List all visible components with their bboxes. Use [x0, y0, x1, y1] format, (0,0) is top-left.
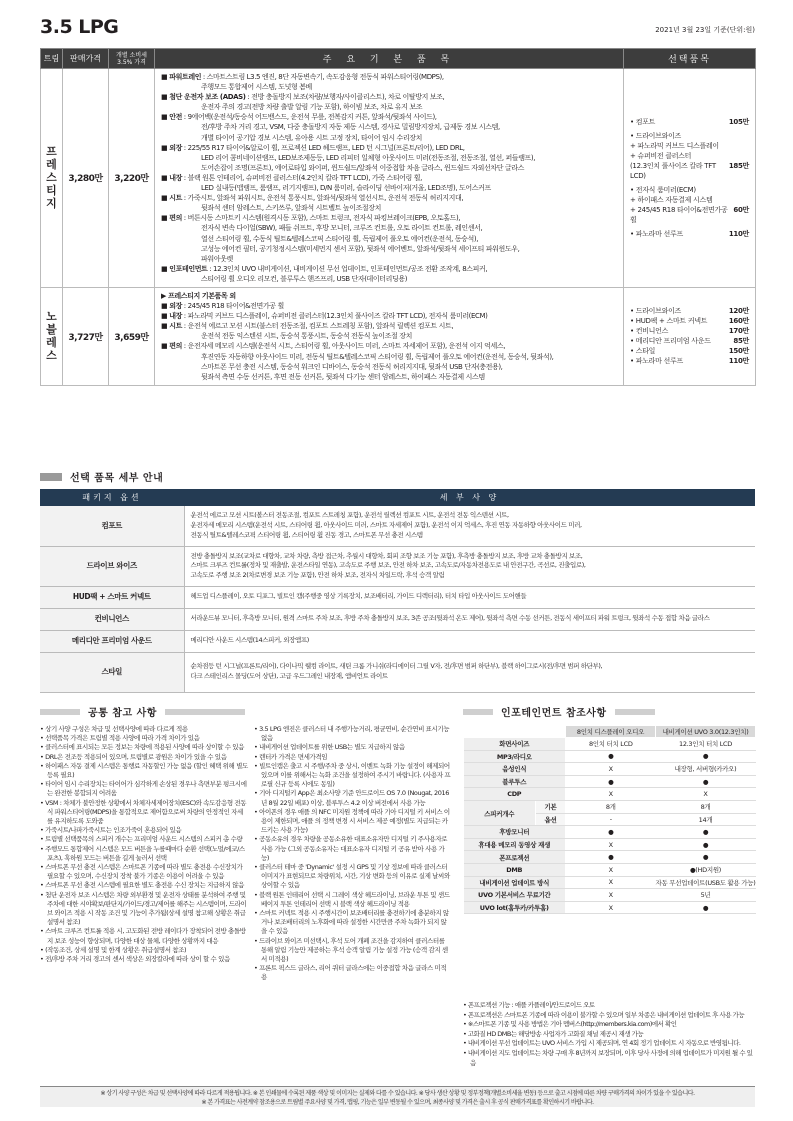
detail-row [40, 506, 755, 546]
spec-line [161, 102, 619, 112]
info-navi-value: 5년 [656, 889, 756, 902]
note-item: • 스마트 커넥트 적용 시 주행시간이 보조배터리를 충전하기에 충분하지 않거나 보조배터리의 노후화에 따라 설정한 시간만큼 주차 녹화가 되지 않을 수 있음 [254, 909, 452, 937]
note-item: • 가죽시트/나파가죽시트는 인조가죽이 혼용되어 있음 [40, 826, 248, 835]
note-item: • 빌트인캠은 출고 시 주행/주차 중 상시, 이벤트 녹화 기능 설정이 해제되어 있으며 이를 위해서는 녹화 조건을 설정하여 주시기 바랍니다. (사용자 프로필 신규 등록 시에도 동일) [254, 762, 452, 790]
detail-row [40, 608, 755, 630]
spec-line [161, 311, 619, 321]
note-item: • 드라이브 와이즈 미선택시, 후석 도어 개폐 조건을 감지하여 클러스터를 통해 알림 기능만 제공하는 후석 승객 알림 기능 설정 가능 (승객 감지 센서 미적용) [254, 937, 452, 965]
info-row [464, 738, 756, 751]
footer-notes [40, 1086, 755, 1107]
option-name: • 전자식 룸미러(ECM) [630, 185, 696, 194]
detail-row [40, 586, 755, 608]
option-item [630, 185, 749, 195]
common-notes-col1 [40, 725, 248, 964]
spec-label: ■ 외장 [161, 302, 182, 311]
spec-line [161, 274, 619, 284]
spec-text: 운전자 주의 경고(전방 차량 출발 알림 기능 포함), 하이빔 보조, 차로 유지 보조 [201, 103, 423, 112]
header-trim: 트림 [41, 49, 63, 69]
spec-line [161, 133, 619, 143]
package-detail: 헤드업 디스플레이, 오토 디포그, 빌트인 캠(주행중 영상 기록장치, 보조배터리, 가이드 디렉터리), 터치 타입 아웃사이드 도어핸들 [184, 586, 755, 608]
info-label: DMB [464, 863, 566, 876]
info-label: 내비게이션 업데이트 방식 [464, 876, 566, 889]
option-price: 160만 [728, 317, 749, 326]
note-item: • 공동소유의 경우 차량을 공동소유한 대표소유자만 디지털 키 주사용자로 사용 가능 (그외 공동소유자는 대표소유자 디지털 키 공유 받아 사용 가능) [254, 835, 452, 863]
trim-name: 노 블 레 스 [41, 287, 63, 385]
info-row [464, 889, 756, 902]
info-audio-value: X [566, 788, 656, 801]
spec-text: 개별 타이어 공기압 경보 시스템, 유아용 시트 고정 장치, 타이어 임시 수리장치 [201, 133, 422, 142]
note-item: • 하이패스 자동 결제 시스템은 통행료 자동할인 가능 없음 (할인 혜택 위해 별도 등록 필요) [40, 762, 248, 780]
page-title: 3.5 LPG [40, 16, 119, 38]
spec-line [161, 213, 619, 223]
note-item: • 선택품목 가격은 트림별 적용 사양에 따라 가격 차이가 있음 [40, 734, 248, 743]
spec-line [161, 163, 619, 173]
note-item: • (작동조건, 상세 설명 및 한계 상황은 취급설명서 참조) [40, 946, 248, 955]
common-notes-title-text: 공통 참고 사항 [88, 708, 157, 719]
spec-text: : 블랙 원톤 인테리어, 슈퍼비전 클러스터(4.2인치 칼라 TFT LCD), 가죽 스티어링 휠, [181, 173, 422, 182]
info-audio-value: 8인치 터치 LCD [566, 738, 656, 751]
spec-text: 후진연동 자동하향 아웃사이드 미러, 전동식 틸트&텔레스코픽 스티어링 휠, 독립제어 풀오토 에어컨(운전석, 동승석, 뒷좌석), [201, 352, 554, 361]
info-navi-value: X [656, 788, 756, 801]
option-item [630, 356, 749, 366]
note-item: • 프론트 픽스드 글라스, 리어 쿼터 글라스에는 이중접합 차음 글라스 미적용 [254, 964, 452, 982]
note-item: • 첨단 운전자 보조 시스템은 차량 외부환경 및 운전자 상태를 분석하여 주행 및 주차에 대한 시야확보/판단지/가이드/경고/제어를 해주는 시스템이며, 드라이브 와이즈 적용 시 작동 조건 및 기능이 추가됨(상세 설명 참고해 상황은 취급설명서 참조) [40, 891, 248, 928]
spec-line [161, 291, 619, 301]
info-audio-value: X [566, 863, 656, 876]
spec-text: 운전석 전동 익스텐션 시트, 동승석 통풍시트, 동승석 전동식 높이조절 장치 [201, 332, 412, 341]
spec-line [161, 193, 619, 203]
spec-text: 고성능 에어컨 필터, 공기청정시스템(미세먼지 센서 포함), 뒷좌석 에어벤트, 앞좌석/뒷좌석 세이프티 파워윈도우, [201, 244, 520, 253]
section-bar [165, 709, 245, 715]
info-audio-value: X [566, 889, 656, 902]
note-item: • 스마트 크루즈 컨트롤 적용 시, 고도화된 전방 레이다가 장착되어 전방 충돌방지 보조 성능이 향상되며, 다양한 대상 물체, 다양한 상황까지 대응 [40, 927, 248, 945]
note-item: • 상기 사양 구성은 차급 및 선택사양에 따라 다르게 적용 [40, 725, 248, 734]
option-price: 120만 [728, 307, 749, 316]
header-price: 판매가격 [63, 49, 109, 69]
option-item [630, 151, 749, 161]
info-row [464, 863, 756, 876]
spec-text: : 운전석 에르고 모션 시트(불스터 전동조절, 컴포트 스트레칭 포함), 앞좌석 릴렉션 컴포트 시트, [181, 322, 454, 331]
info-label: 블루투스 [464, 775, 566, 788]
info-note-item: • 폰프로젝션은 스마트폰 기종에 따라 이용이 불가할 수 있으며 일부 차종은 내비게이션 업데이트 후 사용 가능 [463, 1011, 755, 1021]
info-navi-value: 12.3인치 터치 LCD [656, 738, 756, 751]
info-label: UVO 기본서비스 무료기간 [464, 889, 566, 902]
info-navi-value: ● [656, 838, 756, 851]
package-detail: 서라운드뷰 모니터, 후측방 모니터, 원격 스마트 주차 보조, 후방 주차 충돌방지 보조, 3존 공조(뒷좌석 온도 제어), 뒷좌석 측면 수동 선커튼, 전동식 세이프티 파워 트렁크, 뒷좌석 수동 접합 차음 글라스 [184, 608, 755, 630]
note-item: • 3.5 LPG 엔진은 클러스터 내 주행가능거리, 평균연비, 순간연비 표시기능 없음 [254, 725, 452, 743]
option-item [630, 205, 749, 225]
header-package: 패키지 옵션 [40, 489, 184, 506]
common-notes-title [40, 704, 245, 719]
info-label: 화면사이즈 [464, 738, 566, 751]
infotainment-table [463, 725, 756, 914]
info-audio-value: X [566, 838, 656, 851]
info-navi-value: 내장형, 서버형(카카오) [656, 763, 756, 776]
spec-line [161, 143, 619, 153]
info-audio-value: ● [566, 826, 656, 839]
tax-price: 3,220만 [109, 69, 155, 288]
package-name: 컴포트 [40, 506, 184, 546]
option-item [630, 346, 749, 356]
info-audio-value: ● [566, 851, 656, 864]
option-item [630, 131, 749, 141]
info-row [464, 750, 756, 763]
info-row [464, 775, 756, 788]
spec-label: ■ 편의 [161, 214, 182, 223]
info-note-item: • 고화질 HD DMB는 해당방송 사업자가 고화질 채널 제공시 재생 가능 [463, 1030, 755, 1040]
package-name: 메리디안 프리미엄 사운드 [40, 630, 184, 652]
info-navi-value: 자동 무선업데이트(USB도 활용 가능) [656, 876, 756, 889]
option-price: 110만 [728, 229, 749, 238]
info-label: 스피커개수 [464, 800, 536, 825]
trim-name: 프 레 스 티 지 [41, 69, 63, 288]
tax-price: 3,659만 [109, 287, 155, 385]
info-header-audio: 8인치 디스플레이 오디오 [566, 726, 656, 738]
info-navi-value: ● [656, 851, 756, 864]
spec-line [161, 264, 619, 274]
info-row [464, 800, 756, 813]
spec-line [161, 122, 619, 132]
note-item: • 트림별 선택품목의 스피커 개수는 프리미엄 사운드 시스템의 스피커 총 수량 [40, 835, 248, 844]
spec-text: : 스마트스트림 L3.5 엔진, 8단 자동변속기, 속도감응형 전동식 파워스티어링(MDPS), [201, 73, 444, 81]
sale-price: 3,280만 [63, 69, 109, 288]
spec-label: ■ 외장 [161, 143, 182, 152]
note-item: • VSM : 차체가 불안정한 상황에서 차체자세제어장치(ESC)와 속도감응형 전동식 파워스티어링(MDPS)을 통합적으로 제어함으로써 차량의 안정적인 자세를 유지하도록 도와줌 [40, 799, 248, 827]
detail-row [40, 652, 755, 692]
spec-text: : 가죽시트, 앞좌석 파워시트, 운전석 통풍시트, 앞좌석/뒷좌석 열선시트, 운전석 전동식 허리지지대, [181, 194, 464, 203]
option-item [630, 161, 749, 181]
spec-line [161, 331, 619, 341]
info-navi-value: ● [656, 775, 756, 788]
note-item: • 스마트폰 무선 충전 시스템은 스마트폰 기종에 따라 별도 충전용 수신장치가 필요할 수 있으며, 수신장치 장착 불가 기종은 이용이 어려울 수 있음 [40, 863, 248, 881]
option-name: + 245/45 R18 타이어&전면가공 휠 [630, 205, 728, 224]
spec-line [161, 72, 619, 82]
spec-line [161, 183, 619, 193]
note-item: • 내비게이션 업데이트를 위한 USB는 별도 지급하지 않음 [254, 743, 452, 752]
note-item: • 블랙 원톤 인테리어 선택 시 그레이 색상 헤드라이닝, 브라운 투톤 및 샌드 베이지 투톤 인테리어 선택 시 블랙 색상 헤드라이닝 적용 [254, 891, 452, 909]
section-bar [40, 709, 80, 715]
spec-text: 전/후방 주차 거리 경고, VSM, 다중 충돌방지 자동 제동 시스템, 경사로 밀림방지장치, 급제동 경보 시스템, [201, 123, 500, 132]
option-list [624, 69, 756, 288]
option-name: • 컨비니언스 [630, 327, 669, 336]
option-name: + 파노라믹 커브드 디스플레이 [630, 141, 719, 150]
option-name: (12.3인치 풀사이즈 칼라 TFT LCD) [630, 161, 716, 180]
spec-list [155, 69, 624, 288]
option-name: • 드라이브와이즈 [630, 131, 681, 140]
spec-label: ■ 편의 [161, 342, 182, 351]
info-row [464, 788, 756, 801]
info-row [464, 876, 756, 889]
option-name: • 파노라마 선루프 [630, 357, 683, 366]
spec-line [161, 223, 619, 233]
footer-line-1: ※ 상기 사양 구성은 차급 및 선택사양에 따라 다르게 적용됩니다. ※ 본 인쇄물에 수록된 제품 색상 및 이미지는 실제와 다를 수 있습니다. ※ 당사 생산 상황 및 정부정책(개별소비세율 변동) 등으로 출고 시점에 따른 차량 구매가격의 차이가 있을 수 있습니다. [100, 1090, 695, 1097]
spec-line [161, 234, 619, 244]
info-audio-value: 8개 [566, 800, 656, 813]
option-name: • HUD팩 + 스마트 커넥트 [630, 317, 708, 326]
trim-row [41, 287, 756, 385]
package-name: 컨비니언스 [40, 608, 184, 630]
infotainment-title [463, 704, 655, 719]
info-audio-value: ● [566, 775, 656, 788]
spec-text: : 9에어백(운전석/동승석 어드밴스드, 운전석 무릎, 전복감지 커튼, 앞좌석/뒷좌석 사이드), [181, 113, 437, 122]
info-note-item: • 내비게이션 무선 업데이트는 UVO 서비스 가입 시 제공되며, 연 4회 정기 업데이트 시 자동으로 반영됩니다. [463, 1039, 755, 1049]
spec-line [161, 372, 619, 382]
spec-line [161, 203, 619, 213]
info-row [464, 901, 756, 914]
info-navi-value: 8개 [656, 800, 756, 813]
option-item [630, 306, 749, 316]
note-item: • 렌터카 가격은 면세가격임 [254, 753, 452, 762]
option-price: 60만 [733, 205, 749, 214]
info-note-item: • 폰프로젝션 기능 : 애플 카플레이/안드로이드 오토 [463, 1001, 755, 1011]
spec-text: LED 실내등(맵램프, 룸램프, 러기지램프), D/N 룸미러, 슬라이딩 선바이저(거울, LED조명), 도어스커프 [201, 184, 491, 193]
spec-line [161, 321, 619, 331]
info-note-item: • ※스마트폰 기종 및 사용 방법은 기아 멤버스(http://members.kia.com)에서 확인 [463, 1020, 755, 1030]
spec-line [161, 173, 619, 183]
section-bar [40, 473, 62, 481]
note-item: • 전/후방 주차 거리 경고의 센서 색상은 외장칼라에 따라 상이 할 수 있음 [40, 955, 248, 964]
trim-row [41, 69, 756, 288]
option-list [624, 287, 756, 385]
option-price: 185만 [728, 161, 749, 170]
option-name: • 파노라마 선루프 [630, 229, 683, 238]
spec-label: ■ 파워트레인 [161, 73, 202, 81]
info-audio-value: ● [566, 750, 656, 763]
header-price-tax: 개별 소비세 3.5% 가격 [109, 49, 155, 69]
infotainment-title-text: 인포테인먼트 참조사항 [501, 708, 607, 719]
package-detail: 순차점등 턴 시그널(프론트/리어), 다이나믹 웰컴 라이트, 새틴 크롬 가니쉬(라디에이터 그릴 V자, 전/후면 범퍼 하단부), 블랙 하이그로시(전/후면 범퍼 하단부), 다크 스테인리스 몰딩(도어 상단), 고급 우드그레인 내장재, 앰비언트 라이트 [184, 652, 755, 692]
spec-text: 전자식 변속 다이얼(SBW), 패들 쉬프트, 후방 모니터, 크루즈 컨트롤, 오토 라이트 컨트롤, 레인센서, [201, 224, 483, 233]
note-item: • 클러스터 테마 중 'Dynamic' 설정 시 GPS 및 기상 정보에 따라 클러스터 이미지가 표현되므로 차량위치, 시간, 기상 변화 등의 이유로 실제 날씨와 상이할 수 있음 [254, 863, 452, 891]
trim-price-table [40, 48, 756, 386]
info-label: CDP [464, 788, 566, 801]
spec-line [161, 341, 619, 351]
detail-section-title-text: 선택 품목 세부 안내 [70, 473, 164, 484]
spec-line [161, 92, 619, 102]
detail-row [40, 546, 755, 586]
info-label: 폰프로젝션 [464, 851, 566, 864]
option-item [630, 141, 749, 151]
spec-text: : 245/45 R18 타이어&전면가공 휠 [181, 302, 284, 311]
info-label: 휴대용 메모리 동영상 재생 [464, 838, 566, 851]
info-label: 후방모니터 [464, 826, 566, 839]
spec-text: 도어손잡이 조명(프론트), 에어로타입 와이퍼, 윈드쉴드/앞좌석 이중접합 차음 글라스, 윈드쉴드 자외선차단 글라스 [201, 163, 524, 172]
spec-text: : 225/55 R17 타이어&알로이 휠, 프로젝션 LED 헤드램프, LED 턴 시그널(프론트/리어), LED DRL, [181, 143, 465, 152]
spec-text: 뒷좌석 센터 암레스트, 스키쓰루, 앞좌석 시트벨트 높이조절장치 [201, 204, 382, 213]
date-reference: 2021년 3월 23일 기준(단위:원) [655, 26, 755, 34]
info-header-navi: 내비게이션 UVO 3.0(12.3인치) [656, 726, 756, 738]
option-name: + 하이패스 자동결제 시스템 [630, 195, 713, 204]
info-sublabel: 옵션 [536, 813, 566, 826]
option-detail-table [40, 489, 755, 693]
note-item: • 기아 디지털키 App은 최소사양 기준 안드로이드 OS 7.0 (Nougat, 2016년 8월 22일 배포) 이상, 블루투스 4.2 이상 버전에서 사용 가능 [254, 789, 452, 807]
info-header-blank [464, 726, 566, 738]
spec-text: : 운전자세 메모리 시스템(운전석 시트, 스티어링 휠, 아웃사이드 미러, 스마트 자세제어 포함), 운전석 이지 억세스, [181, 342, 506, 351]
spec-text: 열선 스티어링 휠, 수동식 틸트&텔레스코픽 스티어링 휠, 독립제어 풀오토 에어컨(운전석, 동승석), [201, 234, 479, 243]
spec-label: ■ 시트 [161, 194, 182, 203]
package-detail: 메리디안 사운드 시스템(14스피커, 외장앰프) [184, 630, 755, 652]
common-notes-col2 [254, 725, 452, 983]
section-bar [615, 709, 655, 715]
package-name: 드라이브 와이즈 [40, 546, 184, 586]
spec-text: 주행모드 통합제어 시스템, 도넛형 봄베 [201, 83, 312, 92]
spec-label: ■ 내장 [161, 312, 182, 321]
spec-list [155, 287, 624, 385]
spec-label: ▶ 프레스티지 기본품목 외 [161, 291, 236, 300]
option-price: 110만 [728, 357, 749, 366]
spec-line [161, 153, 619, 163]
header-options: 선택품목 [624, 49, 756, 69]
detail-row [40, 630, 755, 652]
info-label: 음성인식 [464, 763, 566, 776]
info-note-item: • 내비게이션 지도 업데이트는 차량 구매 후 8년까지 보장되며, 이후 당사 사정에 의해 업데이트가 미지원 될 수 있음 [463, 1049, 755, 1068]
option-price: 105만 [728, 117, 749, 126]
option-item [630, 316, 749, 326]
option-name: • 컴포트 [630, 117, 656, 126]
page-header [40, 16, 755, 40]
info-navi-value: ● [656, 901, 756, 914]
spec-text: LED 리어 콤비네이션램프, LED보조제동등, LED 리피터 일체형 아웃사이드 미러(전동조절, 전동조절, 열선, 퍼들램프), [201, 153, 536, 162]
spec-label: ■ 시트 [161, 322, 182, 331]
package-detail: 운전석 에르고 모션 시트(볼스터 전동조절, 컴포트 스트레칭 포함), 운전석 릴렉션 컴포트 시트, 운전석 전동 익스텐션 시트, 운전자세 메모리 시스템(운전석 시트, 스티어링 휠, 아웃사이드 미러, 스마트 자세제어 포함), 운전석 이지 억세스, 후진 연동 자동하향 아웃사이드 미러, 전동식 틸트&텔레스코픽 스티어링 휠, 스티어링 휠 진동 경고, 스마트폰 무선 충전 시스템 [184, 506, 755, 546]
spec-text: 스티어링 휠 오디오 리모컨, 블루투스 핸즈프리, USB 단자(데이터리딩용) [201, 274, 408, 283]
detail-section-title [40, 469, 163, 484]
package-name: HUD팩 + 스마트 커넥트 [40, 586, 184, 608]
spec-text: 스마트폰 무선 충전 시스템, 동승석 워크인 디바이스, 동승석 전동식 허리지지대, 뒷좌석 USB 단자(충전용), [201, 362, 503, 371]
info-navi-value: ● [656, 750, 756, 763]
package-name: 스타일 [40, 652, 184, 692]
option-item [630, 229, 749, 239]
header-detail: 세 부 사 양 [184, 489, 755, 506]
note-item: • 스마트폰 무선 충전 시스템에 필요한 별도 충전용 수신 장치는 지급하지 않음 [40, 881, 248, 890]
spec-text: 뒷좌석 측면 수동 선커튼, 후면 전동 선커튼, 뒷좌석 다기능 센터 암레스트, 하이패스 자동결제 시스템 [201, 372, 485, 381]
footer-line-2: ※ 본 가격표는 사전계약 참조용으로 트림별 주요사양 및 가격, 맵핑, 기능은 일부 변동될 수 있으며, 최종사양 및 가격은 출시 후 공식 판매가격표를 확인하시기 바랍니다. [201, 1099, 594, 1106]
note-item: • 주행모드 통합제어 시스템은 모드 버튼을 누를때마다 순환 선택(노멀/에코/스포츠), 혹하원 모드는 버튼을 길게 눌러서 선택 [40, 845, 248, 863]
info-label: MP3/라디오 [464, 750, 566, 763]
spec-text: : 파노라믹 커브드 디스플레이, 슈퍼비전 클러스터(12.3인치 풀사이즈 칼라 TFT LCD), 전자식 룸미러(ECM) [181, 312, 488, 321]
option-item [630, 117, 749, 127]
infotainment-notes [463, 1001, 755, 1068]
spec-line [161, 301, 619, 311]
info-audio-value: X [566, 763, 656, 776]
spec-text: : 전방 충돌방지 보조(차량/보행자/사이클리스트), 차로 이탈방지 보조, [245, 93, 445, 102]
note-item: • 아이폰의 경우 애플 의 NFC 미지원 정책에 따라 기아 디지털 키 서비스 이용이 제한되며, 애플 의 정책 변경 시 서비스 제공 예정(별도 지급되는 카드키는 사용 가능) [254, 808, 452, 836]
option-price: 85만 [733, 337, 749, 346]
spec-label: ■ 인포테인먼트 [161, 264, 208, 273]
info-navi-value: ●(HD지원) [656, 863, 756, 876]
info-row [464, 763, 756, 776]
package-detail: 전방 충돌방지 보조(교차로 대향차, 교차 차량, 측방 접근차, 추월시 대향차, 회피 조향 보조 기능 포함), 후측방 충돌방지 보조, 후방 교차 충돌방지 보조, 스마트 크루즈 컨트롤(정차 및 재출발, 운전스타일 연동), 고속도로 주행 보조, 안전 하차 보조, 고속도로/자동차전용도로 내 안전구간, 곡선로, 진출입로), 고속도로 주행 보조 2(차로변경 보조 기능 포함), 안전 하차 보조, 전자식 차일드락, 후석 승객 알림 [184, 546, 755, 586]
spec-label: ■ 내장 [161, 173, 182, 182]
spec-line [161, 82, 619, 92]
info-navi-value: 14개 [656, 813, 756, 826]
info-row [464, 851, 756, 864]
note-item: • 타이어 임시 수리장치는 타이어가 심각하게 손상된 경우나 측면부분 펑크시에는 완전한 봉합되지 어려움 [40, 780, 248, 798]
info-label: UVO lot(홈투카/카투홈) [464, 901, 566, 914]
spec-label: ■ 첨단 운전자 보조 (ADAS) [161, 93, 246, 102]
info-audio-value: X [566, 901, 656, 914]
option-item [630, 195, 749, 205]
info-sublabel: 기본 [536, 800, 566, 813]
spec-text: : 12.3인치 UVO 내비게이션, 내비게이션 무선 업데이트, 인포테인먼트/공조 전환 조작계, 8스피커, [207, 264, 488, 273]
option-item [630, 336, 749, 346]
option-name: • 메리디안 프리미엄 사운드 [630, 337, 711, 346]
spec-text: : 버튼시동 스마트키 시스템(원격시동 포함), 스마트 트렁크, 전자식 파킹브레이크(EPB, 오토홀드), [181, 214, 461, 223]
sale-price: 3,727만 [63, 287, 109, 385]
spec-label: ■ 안전 [161, 113, 182, 122]
header-specs: 주 요 기 본 품 목 [155, 49, 624, 69]
spec-line [161, 362, 619, 372]
spec-line [161, 112, 619, 122]
spec-line [161, 244, 619, 254]
note-item: • DRL은 전조등 적용되어 있으며, 트림별로 광원은 차이가 있을 수 있음 [40, 753, 248, 762]
spec-text: 파워아웃렛 [201, 254, 233, 263]
info-row [464, 826, 756, 839]
info-row [464, 838, 756, 851]
option-name: • 드라이브와이즈 [630, 307, 681, 316]
option-price: 150만 [728, 347, 749, 356]
section-bar [463, 709, 493, 715]
option-price: 170만 [728, 327, 749, 336]
option-name: • 스타일 [630, 347, 656, 356]
option-name: + 슈퍼비전 클러스터 [630, 151, 692, 160]
info-navi-value: ● [656, 826, 756, 839]
info-audio-value: - [566, 813, 656, 826]
note-item: • 클러스터에 표시되는 모든 정보는 차량에 적용된 사양에 따라 상이할 수 있음 [40, 743, 248, 752]
spec-line [161, 254, 619, 264]
info-audio-value: X [566, 876, 656, 889]
option-item [630, 326, 749, 336]
spec-line [161, 352, 619, 362]
